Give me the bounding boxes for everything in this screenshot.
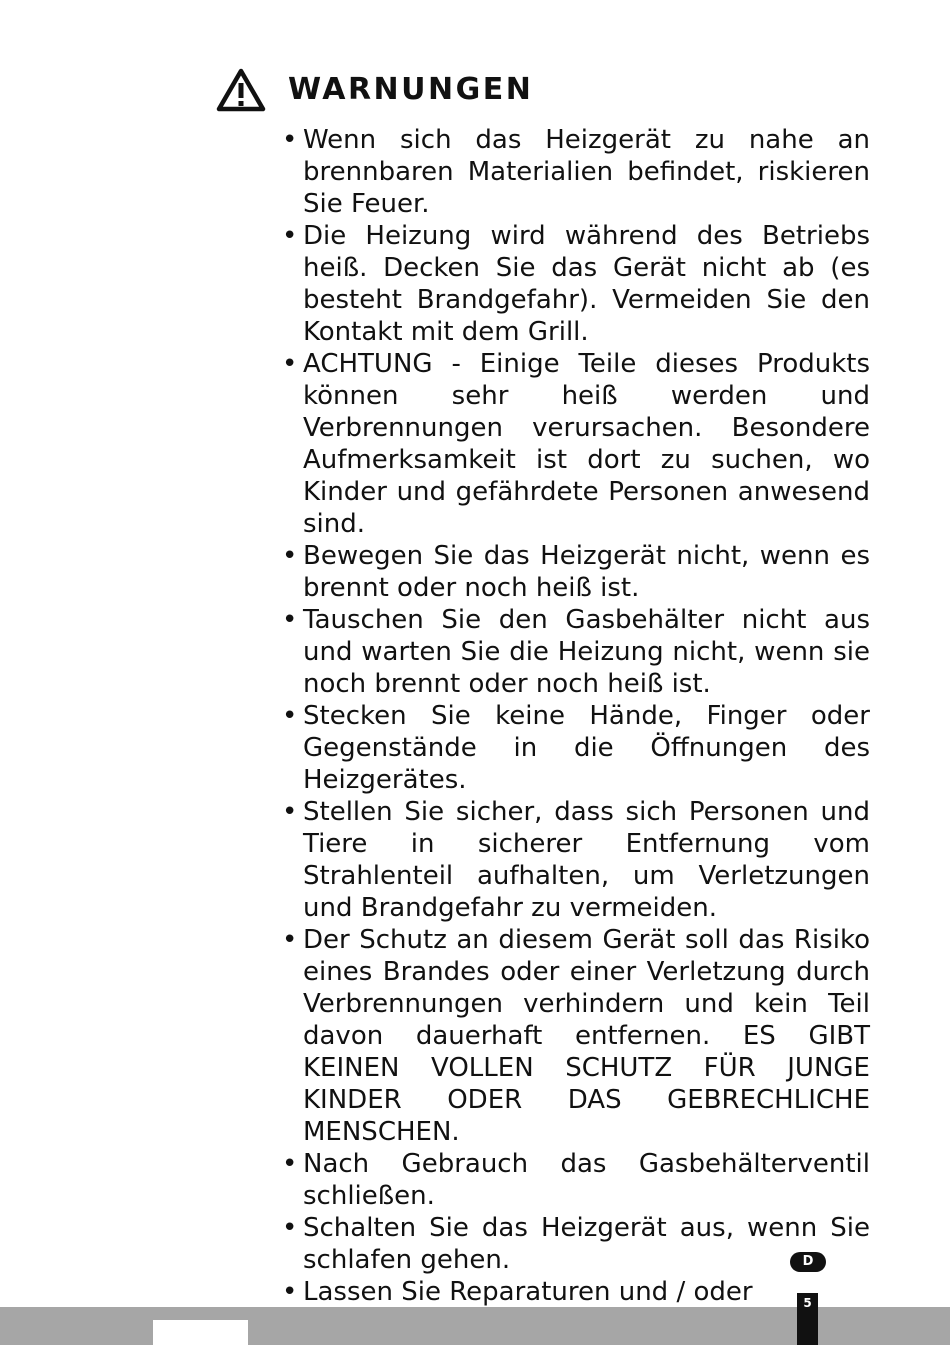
warnings-list (282, 124, 870, 1308)
warning-item: • Tauschen Sie den Gasbehälter nicht aus und warten Sie die Heizung nicht, wenn sie noch brennt oder noch heiß ist. (282, 604, 870, 700)
warning-item: • Lassen Sie Reparaturen und / oder (282, 1276, 870, 1308)
warning-triangle-icon (216, 68, 266, 112)
warning-item: • Stecken Sie keine Hände, Finger oder Gegenstände in die Öffnungen des Heizgerätes. (282, 700, 870, 796)
warning-item: • Nach Gebrauch das Gasbehälterventil schließen. (282, 1148, 870, 1212)
section-header (216, 68, 533, 112)
warning-item: • Wenn sich das Heizgerät zu nahe an brennbaren Materialien befindet, riskieren Sie Feuer. (282, 124, 870, 220)
warning-item: • ACHTUNG - Einige Teile dieses Produkts können sehr heiß werden und Verbrennungen verursachen. Besondere Aufmerksamkeit ist dort zu suchen, wo Kinder und gefährdete Personen anwesend sind. (282, 348, 870, 540)
warning-item: • Stellen Sie sicher, dass sich Personen und Tiere in sicherer Entfernung vom Strahlenteil aufhalten, um Verletzungen und Brandgefahr zu vermeiden. (282, 796, 870, 924)
page-number: 5 (797, 1293, 818, 1345)
language-badge: D (790, 1252, 826, 1272)
warning-item: • Die Heizung wird während des Betriebs heiß. Decken Sie das Gerät nicht ab (es besteht Brandgefahr). Vermeiden Sie den Kontakt mit dem Grill. (282, 220, 870, 348)
footer-tab (153, 1320, 248, 1345)
warning-item: • Schalten Sie das Heizgerät aus, wenn Sie schlafen gehen. (282, 1212, 870, 1276)
warning-item: • Bewegen Sie das Heizgerät nicht, wenn es brennt oder noch heiß ist. (282, 540, 870, 604)
warning-item: • Der Schutz an diesem Gerät soll das Risiko eines Brandes oder einer Verletzung durch Verbrennungen verhindern und kein Teil davon dauerhaft entfernen. ES GIBT KEINEN VOLLEN SCHUTZ FÜR JUNGE KINDER ODER DAS GEBRECHLICHE MENSCHEN. (282, 924, 870, 1148)
section-title: WARNUNGEN (288, 72, 534, 107)
